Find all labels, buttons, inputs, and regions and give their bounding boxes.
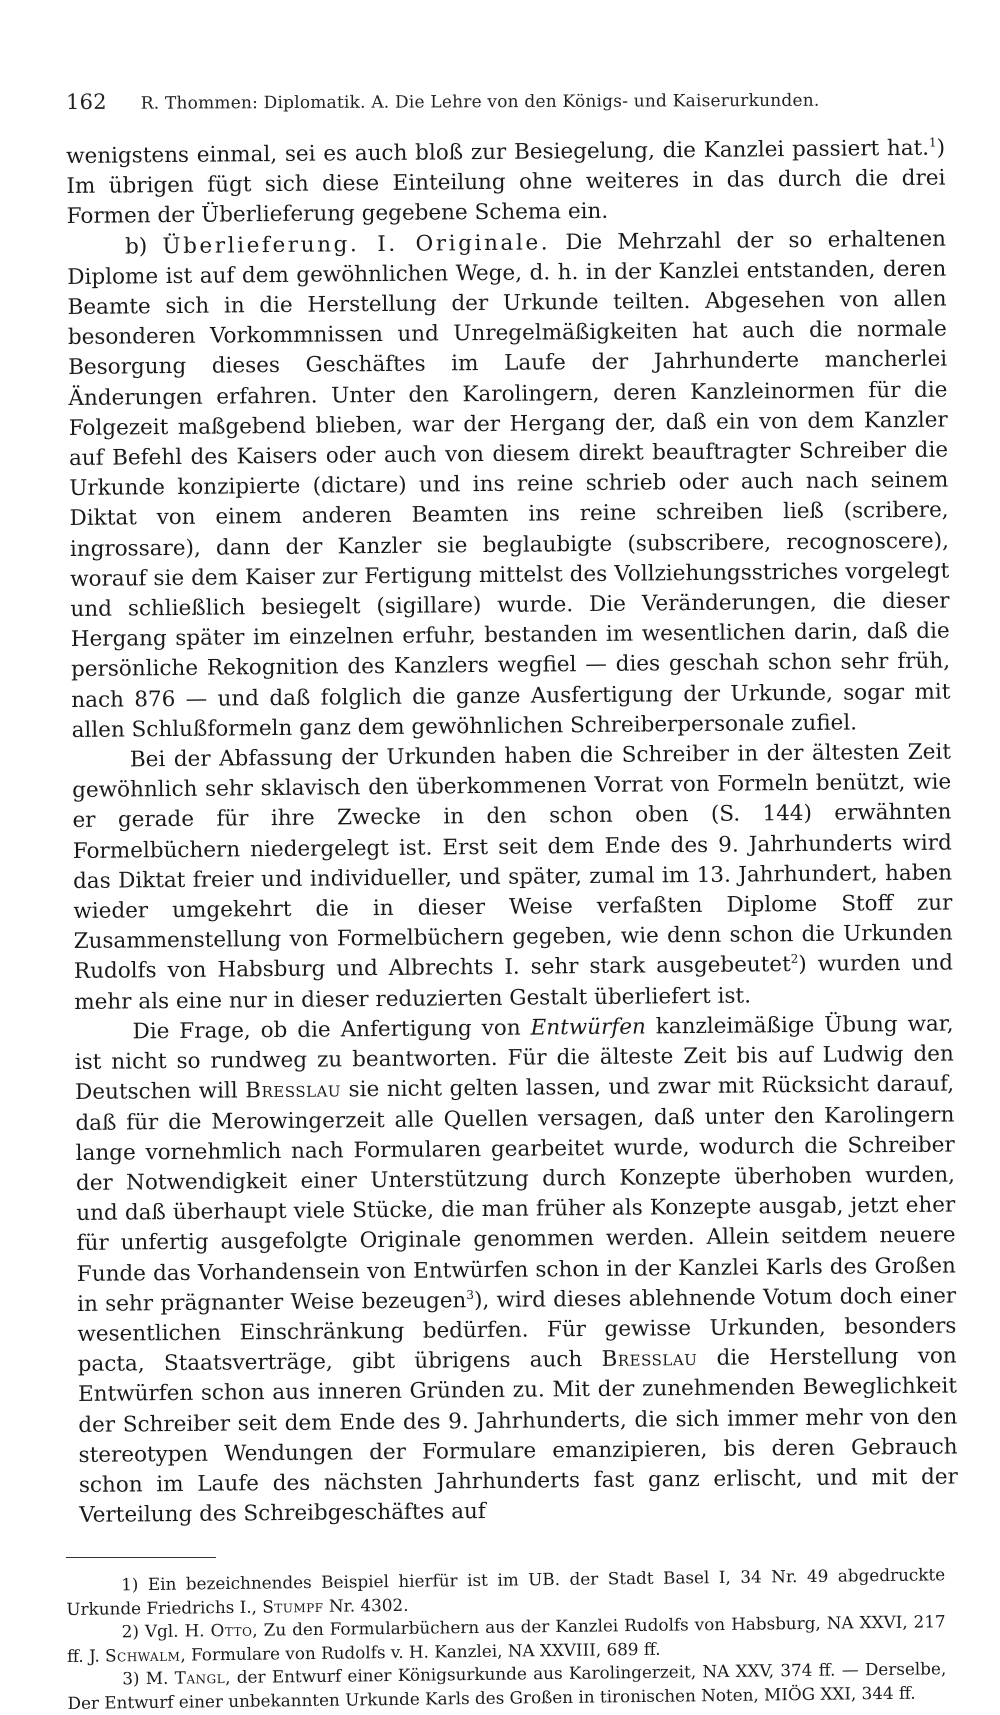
author-name: Otto — [210, 1620, 253, 1641]
author-name: Bresslau — [601, 1346, 698, 1373]
running-title: R. Thommen: Diplomatik. A. Die Lehre von den Königs- und Kaiserurkunden. — [140, 90, 820, 114]
paragraph-3 — [72, 738, 954, 1018]
footnote-divider — [66, 1557, 216, 1558]
text-run: Bei der Abfassung der Urkunden haben die Schreiber in der ältesten Zeit gewöhnlich sehr sklavisch den überkommenen Vorrat von Formeln benützt, wie er gerade für ihre Zwecke in den schon oben (S. 144) erwähnten Formelbüchern niedergelegt ist. Erst seit dem Ende des 9. Jahrhunderts wird das Diktat freier und individueller, und später, zumal im 13. Jahrhundert, haben wieder umgekehrt die in dieser Weise verfaßten Diplome Stoff zur Zusammenstellung von Formelbüchern gegeben, wie denn schon die Urkunden Rudolfs von Habsburg und Albrechts I. sehr stark ausgebeutet — [72, 739, 953, 985]
running-header — [66, 86, 945, 114]
text-run: 2) Vgl. H. — [121, 1620, 211, 1642]
paragraph-1 — [66, 134, 946, 233]
footnote-3 — [67, 1658, 947, 1715]
text-run: sie nicht gelten lassen, und zwar mit Rücksicht darauf, daß für die Merowingerzeit alle Quellen versagen, daß unter den Karolingern lange vornehmlich nach Formularen gearbeitet wurde, wodurch die Schreiber der Notwendigkeit einer Unterstützung durch Konzepte überhoben wurden, und daß überhaupt viele Stücke, die man früher als Konzepte ausgab, jetzt eher für unfertig ausgefolgte Originale genommen werden. Allein seitdem neuere Funde das Vorhandensein von Entwürfen schon in der Kanzlei Karls des Großen in sehr prägnanter Weise bezeugen — [75, 1071, 956, 1317]
author-name: Bresslau — [245, 1077, 342, 1104]
text-run: 1) Ein bezeichnendes Beispiel hierfür ist im UB. der Stadt Basel I, 34 Nr. 49 abgedruckte Urkunde Friedrichs I., — [66, 1564, 946, 1619]
text-run: b) — [124, 233, 163, 260]
text-run: wenigstens einmal, sei es auch bloß zur Besiegelung, die Kanzlei passiert hat. — [66, 135, 930, 169]
text-run: , der Entwurf einer Königsurkunde aus Karolingerzeit, NA XXV, 374 ff. — Derselbe, Der Entwurf einer unbekannten Urkunde Karls des Großen in tironischen Noten, MIÖG XXI, 344 ff. — [67, 1658, 947, 1713]
text-run: , Formulare von Rudolfs v. H. Kanzlei, NA XXVIII, 689 ff. — [180, 1638, 661, 1665]
text-run: ) Im übrigen fügt sich diese Einteilung ohne weiteres in das durch die drei Formen der Überlieferung gegebene Schema ein. — [66, 135, 946, 230]
text-run: Nr. 4302. — [323, 1594, 409, 1616]
main-text — [66, 134, 958, 1532]
text-run: die Herstellung von Entwürfen schon aus inneren Gründen zu. Mit der zunehmenden Beweglichkeit der Schreiber seit dem Ende des 9. Jahrhunderts, die sich immer mehr von den stereotypen Wendungen der Formulare emanzipieren, bis deren Gebrauch schon im Laufe des nächsten Jahrhunderts fast ganz erlischt, und mit der Verteilung des Schreibgeschäftes auf — [77, 1343, 958, 1529]
text-run: , Zu den Formularbüchern aus der Kanzlei Rudolfs von Habsburg, NA XXVI, 217 ff. J. — [66, 1611, 946, 1666]
footnote-ref: 1 — [928, 135, 937, 150]
author-name: Stumpf — [262, 1595, 324, 1617]
text-run: ), wird dieses ablehnende Votum doch einer wesentlichen Einschränkung bedürfen. Für gewisse Urkunden, besonders pacta, Staatsverträge, gibt übrigens auch — [77, 1283, 957, 1378]
text-run: kanzleimäßige Übung war, ist nicht so rundweg zu beantworten. Für die älteste Zeit bis auf Ludwig den Deutschen will — [74, 1011, 954, 1106]
footnote-ref: 2 — [790, 952, 799, 967]
footnotes — [66, 1564, 947, 1715]
paragraph-4 — [74, 1009, 958, 1531]
paragraph-2 — [67, 224, 951, 746]
text-run: 3) M. — [122, 1668, 175, 1689]
text-run: Die Frage, ob die Anfertigung von — [132, 1015, 531, 1045]
text-run: ) wurden und mehr als eine nur in dieser reduzierten Gestalt überliefert ist. — [74, 951, 954, 1015]
author-name: Schwalm — [104, 1644, 181, 1666]
spaced-heading: Überlieferung. I. Originale. — [162, 229, 551, 259]
footnote-ref: 3 — [466, 1287, 475, 1302]
text-run: Die Mehrzahl der so erhaltenen Diplome ist auf dem gewöhnlichen Wege, d. h. in der Kanzlei entstanden, deren Beamte sich in die Herstellung der Urkunde teilten. Abgesehen von allen besonderen Vorkommnissen und Unregelmäßigkeiten hat auch die normale Besorgung dieses Geschäftes im Laufe der Jahrhunderte mancherlei Änderungen erfahren. Unter den Karolingern, deren Kanzleinormen für die Folgezeit maßgebend blieben, war der Hergang der, daß ein von dem Kanzler auf Befehl des Kaisers oder auch von diesem direkt beauftragter Schreiber die Urkunde konzipierte (dictare) und ins reine schrieb oder auch nach seinem Diktat von einem anderen Beamten ins reine schreiben ließ (scribere, ingrossare), dann der Kanzler sie beglaubigte (subscribere, recognoscere), worauf sie dem Kaiser zur Fertigung mittelst des Vollziehungsstriches vorgelegt und schließlich besiegelt (sigillare) wurde. Die Veränderungen, die dieser Hergang später im einzelnen erfuhr, bestanden im wesentlichen darin, daß die persönliche Rekognition des Kanzlers wegfiel — dies geschah schon sehr früh, nach 876 — und daß folglich die ganze Ausfertigung der Urkunde, sogar mit allen Schlußformeln ganz dem gewöhnlichen Schreiberpersonale zufiel. — [67, 226, 951, 743]
italic-term: Entwürfen — [530, 1014, 646, 1041]
page-number: 162 — [66, 89, 107, 114]
author-name: Tangl — [174, 1667, 226, 1689]
